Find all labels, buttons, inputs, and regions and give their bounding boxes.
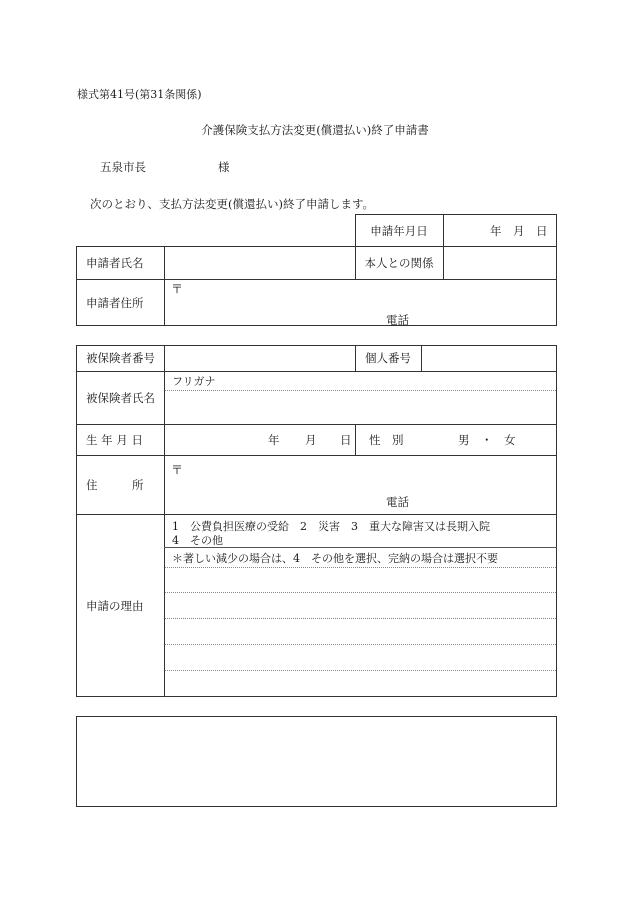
applicant-name-field[interactable] — [166, 248, 353, 277]
birth-date-field[interactable] — [166, 426, 353, 453]
postal-mark-icon: 〒 — [171, 282, 184, 296]
birth-day-unit: 日 — [340, 432, 352, 447]
applicant-name-label: 申請者氏名 — [86, 255, 144, 270]
reason-detail-field[interactable] — [166, 569, 555, 695]
insured-number-label: 被保険者番号 — [86, 351, 155, 365]
insured-phone-label: 電話 — [386, 495, 409, 509]
form-number: 様式第41号(第31条関係) — [77, 88, 202, 101]
insured-number-field[interactable] — [166, 347, 353, 369]
birth-date-label: 生 年 月 日 — [86, 432, 143, 447]
intro-text: 次のとおり、支払方法変更(償還払い)終了申請します。 — [90, 197, 375, 211]
relation-field[interactable] — [445, 248, 555, 277]
birth-month-unit: 月 — [305, 432, 317, 447]
reason-options-line2[interactable]: 4 その他 — [172, 534, 223, 547]
insured-address-field[interactable] — [166, 457, 555, 512]
furigana-field[interactable] — [166, 373, 555, 389]
insured-address-label: 住 所 — [86, 477, 144, 492]
furigana-label: フリガナ — [172, 375, 216, 388]
sex-options[interactable]: 男 ・ 女 — [458, 432, 516, 447]
applicant-phone-label: 電話 — [386, 313, 409, 327]
applicant-address-label: 申請者住所 — [86, 295, 144, 310]
sex-label: 性 別 — [369, 432, 404, 447]
insured-name-label: 被保険者氏名 — [86, 390, 155, 405]
personal-number-field[interactable] — [423, 347, 555, 369]
reason-options-line1[interactable]: 1 公費負担医療の受給 2 災害 3 重大な障害又は長期入院 — [172, 520, 490, 533]
reason-label: 申請の理由 — [86, 598, 144, 613]
application-date-field[interactable]: 年 月 日 — [490, 223, 548, 238]
relation-label: 本人との関係 — [364, 255, 434, 270]
birth-year-unit: 年 — [268, 432, 280, 447]
reason-note: ＊著しい減少の場合は、4 その他を選択、完納の場合は選択不要 — [172, 552, 498, 565]
insured-name-field[interactable] — [166, 392, 555, 422]
applicant-address-field[interactable] — [166, 281, 555, 324]
addressee: 五泉市長 — [100, 160, 146, 174]
application-date-label: 申請年月日 — [370, 223, 428, 238]
insured-postal-mark-icon: 〒 — [171, 463, 184, 477]
personal-number-label: 個人番号 — [365, 351, 411, 365]
document-title: 介護保険支払方法変更(償還払い)終了申請書 — [201, 123, 429, 137]
office-use-box — [76, 716, 557, 807]
addressee-honorific: 様 — [218, 160, 230, 174]
